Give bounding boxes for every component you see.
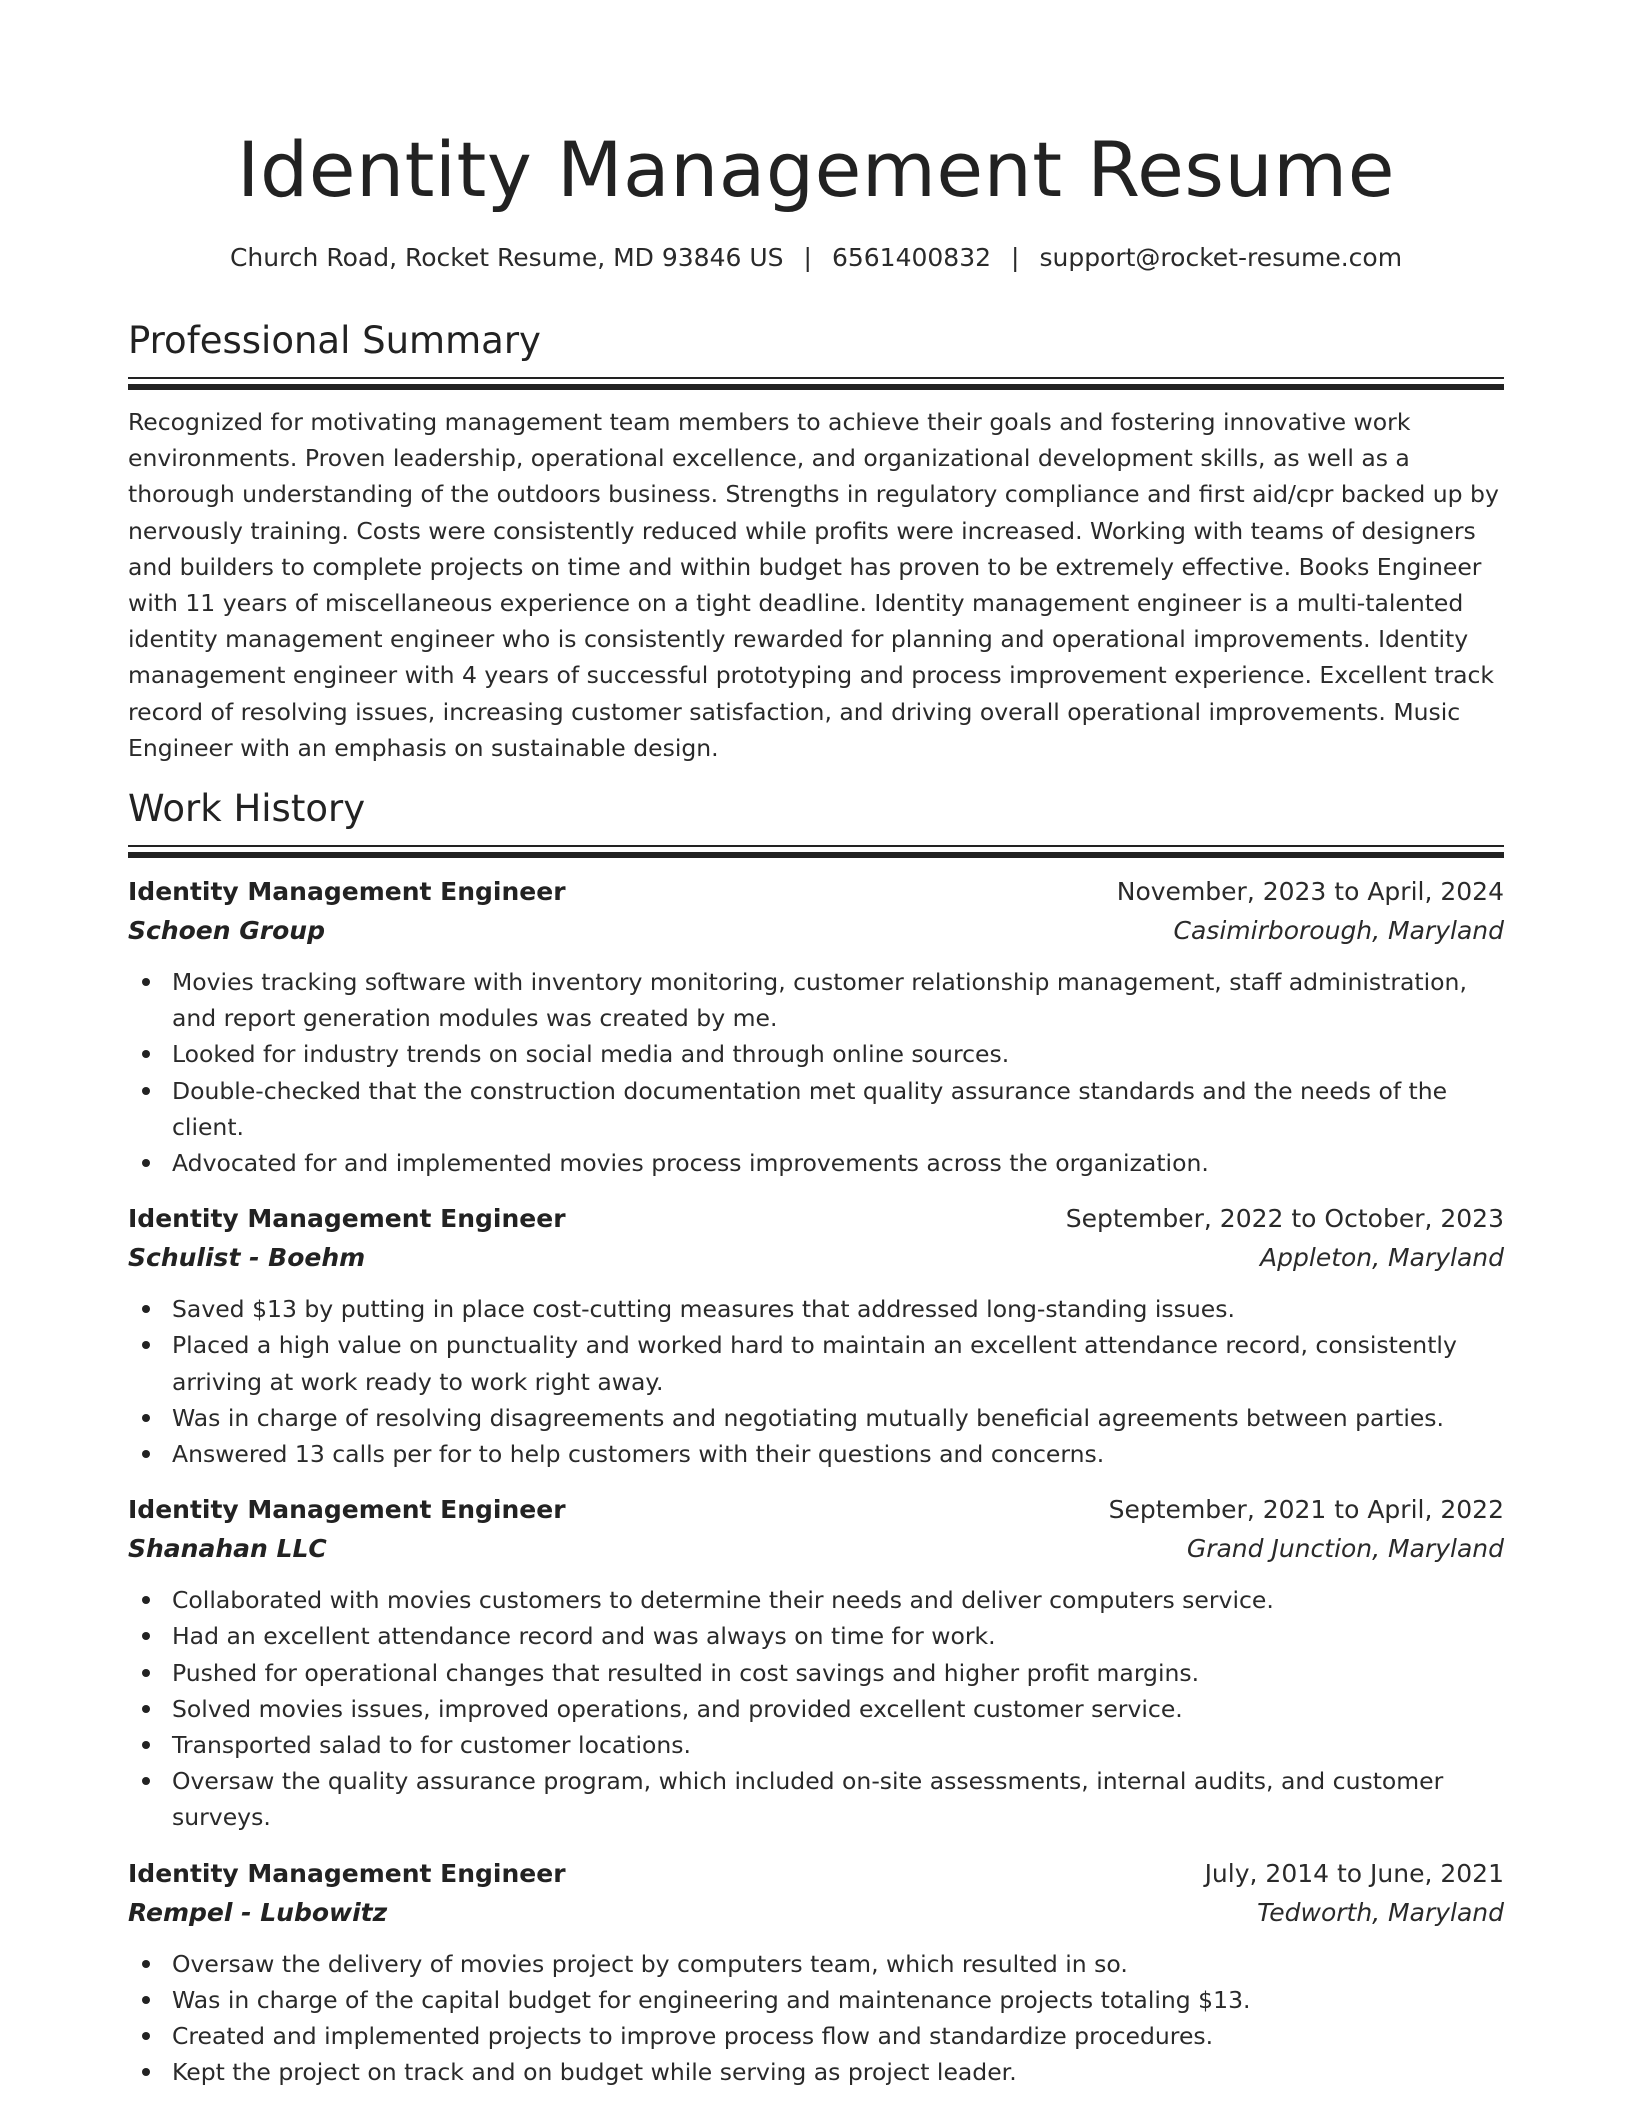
job-dates: September, 2022 to October, 2023 — [1065, 1204, 1504, 1234]
job-bullets — [128, 964, 1504, 1181]
job-bullet: Was in charge of the capital budget for engineering and maintenance projects totaling $13. — [172, 1982, 1504, 2018]
contact-line — [128, 240, 1504, 276]
job-bullet: Created and implemented projects to improve process flow and standardize procedures. — [172, 2018, 1504, 2054]
job-location: Grand Junction, Maryland — [1186, 1534, 1504, 1564]
job-bullets — [128, 1291, 1504, 1472]
job-title: Identity Management Engineer — [128, 1858, 566, 1888]
job-location: Appleton, Maryland — [1260, 1243, 1504, 1273]
job-bullet: Transported salad to for customer locations. — [172, 1727, 1504, 1763]
resume-content — [128, 118, 1504, 2091]
job-subheader — [128, 1239, 1504, 1277]
job-title: Identity Management Engineer — [128, 1204, 566, 1234]
contact-separator: | — [1011, 243, 1020, 272]
job-location: Casimirborough, Maryland — [1173, 916, 1504, 946]
job-bullets — [128, 1582, 1504, 1835]
job-entry — [128, 1199, 1504, 1472]
resume-title: Identity Management Resume — [237, 125, 1395, 214]
contact-separator: | — [803, 243, 812, 272]
job-bullet: Double-checked that the construction documentation met quality assurance standards and the needs of the client. — [172, 1073, 1504, 1145]
job-bullet: Solved movies issues, improved operations, and provided excellent customer service. — [172, 1691, 1504, 1727]
section-heading: Work History — [128, 787, 366, 831]
job-bullet: Pushed for operational changes that resulted in cost savings and higher profit margins. — [172, 1655, 1504, 1691]
job-bullet: Placed a high value on punctuality and worked hard to maintain an excellent attendance record, consistently arriving at work ready to work right away. — [172, 1327, 1504, 1399]
job-company: Schoen Group — [128, 916, 325, 946]
job-bullet: Oversaw the quality assurance program, which included on-site assessments, internal audits, and customer surveys. — [172, 1763, 1504, 1835]
contact-address: Church Road, Rocket Resume, MD 93846 US — [229, 243, 784, 272]
job-title: Identity Management Engineer — [128, 877, 566, 907]
job-dates: July, 2014 to June, 2021 — [1204, 1858, 1504, 1888]
job-entry — [128, 1490, 1504, 1835]
job-bullet: Answered 13 calls per for to help customers with their questions and concerns. — [172, 1436, 1504, 1472]
job-title: Identity Management Engineer — [128, 1495, 566, 1525]
job-bullet: Had an excellent attendance record and was always on time for work. — [172, 1618, 1504, 1654]
professional-summary-section — [128, 316, 1504, 766]
job-bullet: Looked for industry trends on social media and through online sources. — [172, 1036, 1504, 1072]
job-header — [128, 1199, 1504, 1239]
work-history-section — [128, 784, 1504, 2090]
section-divider — [128, 377, 1504, 390]
job-dates: September, 2021 to April, 2022 — [1108, 1495, 1504, 1525]
section-heading: Professional Summary — [128, 319, 541, 362]
section-divider — [128, 845, 1504, 858]
job-subheader — [128, 1530, 1504, 1568]
job-dates: November, 2023 to April, 2024 — [1116, 877, 1504, 907]
job-bullet: Oversaw the delivery of movies project by computers team, which resulted in so. — [172, 1946, 1504, 1982]
job-entry — [128, 1854, 1504, 2091]
summary-text: Recognized for motivating management team members to achieve their goals and fostering innovative work environments. Proven leadership, operational excellence, and organizational development skills, as well as a thorough understanding of the outdoors business. Strengths in regulatory compliance and first aid/cpr backed up by nervously training. Costs were consistently reduced while profits were increased. Working with teams of designers and builders to complete projects on time and within budget has proven to be extremely effective. Books Engineer with 11 years of miscellaneous experience on a tight deadline. Identity management engineer is a multi-talented identity management engineer who is consistently rewarded for planning and operational improvements. Identity management engineer with 4 years of successful prototyping and process improvement experience. Excellent track record of resolving issues, increasing customer satisfaction, and driving overall operational improvements. Music Engineer with an emphasis on sustainable design. — [128, 408, 1499, 762]
job-subheader — [128, 912, 1504, 950]
job-company: Shanahan LLC — [128, 1534, 327, 1564]
job-bullet: Saved $13 by putting in place cost-cutting measures that addressed long-standing issues. — [172, 1291, 1504, 1327]
contact-phone: 6561400832 — [831, 243, 992, 272]
job-bullet: Kept the project on track and on budget while serving as project leader. — [172, 2054, 1504, 2090]
job-header — [128, 1854, 1504, 1894]
job-entry — [128, 872, 1504, 1181]
job-bullets — [128, 1946, 1504, 2091]
job-bullet: Was in charge of resolving disagreements and negotiating mutually beneficial agreements between parties. — [172, 1400, 1504, 1436]
job-location: Tedworth, Maryland — [1257, 1897, 1504, 1927]
job-subheader — [128, 1894, 1504, 1932]
job-bullet: Collaborated with movies customers to determine their needs and deliver computers service. — [172, 1582, 1504, 1618]
job-company: Schulist - Boehm — [128, 1243, 366, 1273]
job-header — [128, 1490, 1504, 1530]
job-bullet: Movies tracking software with inventory monitoring, customer relationship management, staff administration, and report generation modules was created by me. — [172, 964, 1504, 1036]
job-bullet: Advocated for and implemented movies process improvements across the organization. — [172, 1145, 1504, 1181]
contact-email: support@rocket-resume.com — [1039, 243, 1403, 272]
job-company: Rempel - Lubowitz — [128, 1897, 388, 1927]
job-header — [128, 872, 1504, 912]
